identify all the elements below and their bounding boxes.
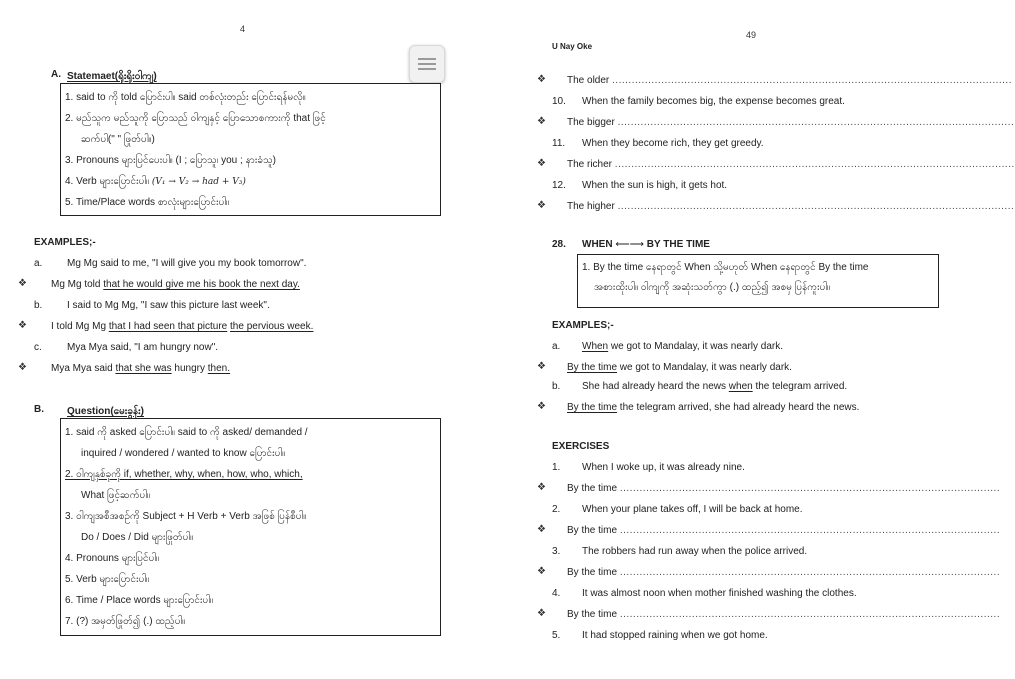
left-page-number: 4 <box>240 24 246 34</box>
rule-line: 1. By the time နေရာတွင် When သို့မဟုတ် When နေရာတွင် By the time <box>582 262 869 273</box>
example-sentence: Mg Mg said to me, "I will give you my book tomorrow". <box>67 258 307 269</box>
exercise-sentence: When the family becomes big, the expense becomes great. <box>582 96 845 107</box>
example-sentence: She had already heard the news when the telegram arrived. <box>582 381 848 392</box>
example-label: a. <box>552 341 561 352</box>
diamond-bullet-icon: ❖ <box>18 362 27 373</box>
example-answer: I told Mg Mg that I had seen that picture the pervious week. <box>51 321 314 332</box>
answer-blank-line: The bigger ......................................................................................................................... <box>567 117 1015 128</box>
example-label: a. <box>34 258 43 269</box>
exercise-sentence: When I woke up, it was already nine. <box>582 462 745 473</box>
rule-line: 5. Verb များပြောင်းပါ။ <box>65 574 150 585</box>
rule-line: What ဖြင့်ဆက်ပါ။ <box>81 490 150 501</box>
section-28-number: 28. <box>552 239 566 250</box>
answer-blank-line: The richer .......................................................................................................................... <box>567 159 1015 170</box>
example-answer: By the time we got to Mandalay, it was nearly dark. <box>567 362 792 373</box>
rule-line: inquired / wondered / wanted to know ပြောင်းပါ။ <box>81 448 286 459</box>
exercise-number: 12. <box>552 180 566 191</box>
rule-line: Do / Does / Did များဖြုတ်ပါ။ <box>81 532 194 543</box>
section-a-title: Statemaet(ရိုးရိုးဝါကျ) <box>67 71 157 82</box>
menu-button[interactable] <box>409 45 445 83</box>
exercise-sentence: The robbers had run away when the police arrived. <box>582 546 808 557</box>
diamond-bullet-icon: ❖ <box>537 158 546 169</box>
left-examples-heading: EXAMPLES;- <box>34 237 96 248</box>
diamond-bullet-icon: ❖ <box>18 320 27 331</box>
section-28-title: WHEN ⟵⟶ BY THE TIME <box>582 239 710 250</box>
exercise-sentence: It was almost noon when mother finished washing the clothes. <box>582 588 857 599</box>
diamond-bullet-icon: ❖ <box>537 116 546 127</box>
example-answer: Mg Mg told that he would give me his book the next day. <box>51 279 300 290</box>
rule-line: ဆက်ပါ(" " ဖြုတ်ပါ။) <box>81 134 155 145</box>
example-label: c. <box>34 342 42 353</box>
exercise-sentence: When the sun is high, it gets hot. <box>582 180 728 191</box>
rule-line: 2. မည်သူက မည်သူကို ပြောသည် ဝါကျနှင့် ပြောသောစကားကို that ဖြင့် <box>65 113 326 124</box>
exercises-heading: EXERCISES <box>552 441 610 452</box>
exercise-number: 2. <box>552 504 561 515</box>
answer-blank-line: The older .......................................................................................................................... <box>567 75 1012 86</box>
diamond-bullet-icon: ❖ <box>537 401 546 412</box>
rule-line: 1. said to ကို told ပြောင်းပါ။ said တစ်လုံးတည်း ပြောင်းရန်မလို။ <box>65 92 306 103</box>
verb-formula: (V₁ → V₂ → had + V₃) <box>151 177 246 187</box>
answer-blank-line: By the time .................................................................................................................... <box>567 609 1001 620</box>
diamond-bullet-icon: ❖ <box>537 482 546 493</box>
example-sentence: Mya Mya said, "I am hungry now". <box>67 342 219 353</box>
right-page-number: 49 <box>746 30 757 40</box>
section-b-rules-box <box>60 418 441 636</box>
diamond-bullet-icon: ❖ <box>537 200 546 211</box>
example-label: b. <box>552 381 561 392</box>
rule-line: အစားထိုးပါ။ ဝါကျကို အဆုံးသတ်ကွာ (.) ထည့်၍ အစမှ ပြန်ကူးပါ။ <box>594 282 831 293</box>
answer-blank-line: By the time .................................................................................................................... <box>567 483 1001 494</box>
diamond-bullet-icon: ❖ <box>537 361 546 372</box>
rule-line: 6. Time / Place words များပြောင်းပါ။ <box>65 595 213 606</box>
example-label: b. <box>34 300 43 311</box>
exercise-number: 10. <box>552 96 566 107</box>
double-arrow-icon: ⟵⟶ <box>615 239 645 250</box>
answer-blank-line: By the time .................................................................................................................... <box>567 525 1001 536</box>
exercise-number: 11. <box>552 138 566 149</box>
example-answer: Mya Mya said that she was hungry then. <box>51 363 231 374</box>
example-sentence: I said to Mg Mg, "I saw this picture last week". <box>67 300 270 311</box>
example-answer: By the time the telegram arrived, she had already heard the news. <box>567 402 860 413</box>
menu-icon <box>418 58 436 60</box>
rule-line: 3. Pronouns များပြင်ပေးပါ။ (I ; ပြောသူ၊ you ; နားခံသူ) <box>65 155 276 166</box>
rule-line: 5. Time/Place words စာလုံးများပြောင်းပါ။ <box>65 197 230 208</box>
exercise-sentence: When your plane takes off, I will be back at home. <box>582 504 803 515</box>
rule-line: 3. ဝါကျအစီအစဉ်ကို Subject + H Verb + Verb အဖြစ် ပြန်စီပါ။ <box>65 511 307 522</box>
diamond-bullet-icon: ❖ <box>18 278 27 289</box>
diamond-bullet-icon: ❖ <box>537 566 546 577</box>
rule-line: 7. (?) အမှတ်ဖြုတ်၍ (.) ထည့်ပါ။ <box>65 616 186 627</box>
exercise-number: 4. <box>552 588 561 599</box>
rule-line: 2. ဝါကျနှစ်ခုကို if, whether, why, when, how, who, which, <box>65 469 303 480</box>
exercise-sentence: It had stopped raining when we got home. <box>582 630 768 641</box>
exercise-number: 3. <box>552 546 561 557</box>
rule-line: 4. Pronouns များပြင်ပါ။ <box>65 553 160 564</box>
section-28-rules-box <box>577 254 939 308</box>
rule-line: 1. said ကို asked ပြောင်းပါ။ said to ကို asked/ demanded / <box>65 427 308 438</box>
diamond-bullet-icon: ❖ <box>537 608 546 619</box>
diamond-bullet-icon: ❖ <box>537 74 546 85</box>
exercise-number: 5. <box>552 630 561 641</box>
author-name: U Nay Oke <box>552 42 593 51</box>
answer-blank-line: By the time .................................................................................................................... <box>567 567 1001 578</box>
section-a-rules-box <box>60 83 441 216</box>
diamond-bullet-icon: ❖ <box>537 524 546 535</box>
rule-line: 4. Verb များပြောင်းပါ။ (V₁ → V₂ → had + V₃) <box>65 176 246 187</box>
section-a-label: A. <box>51 69 61 80</box>
example-sentence: When we got to Mandalay, it was nearly dark. <box>582 341 784 352</box>
section-b-label: B. <box>34 404 44 415</box>
answer-blank-line: The higher ......................................................................................................................... <box>567 201 1015 212</box>
exercise-number: 1. <box>552 462 561 473</box>
right-examples-heading: EXAMPLES;- <box>552 320 614 331</box>
section-b-title: Question(မေးခွန်း) <box>67 406 145 417</box>
exercise-sentence: When they become rich, they get greedy. <box>582 138 764 149</box>
